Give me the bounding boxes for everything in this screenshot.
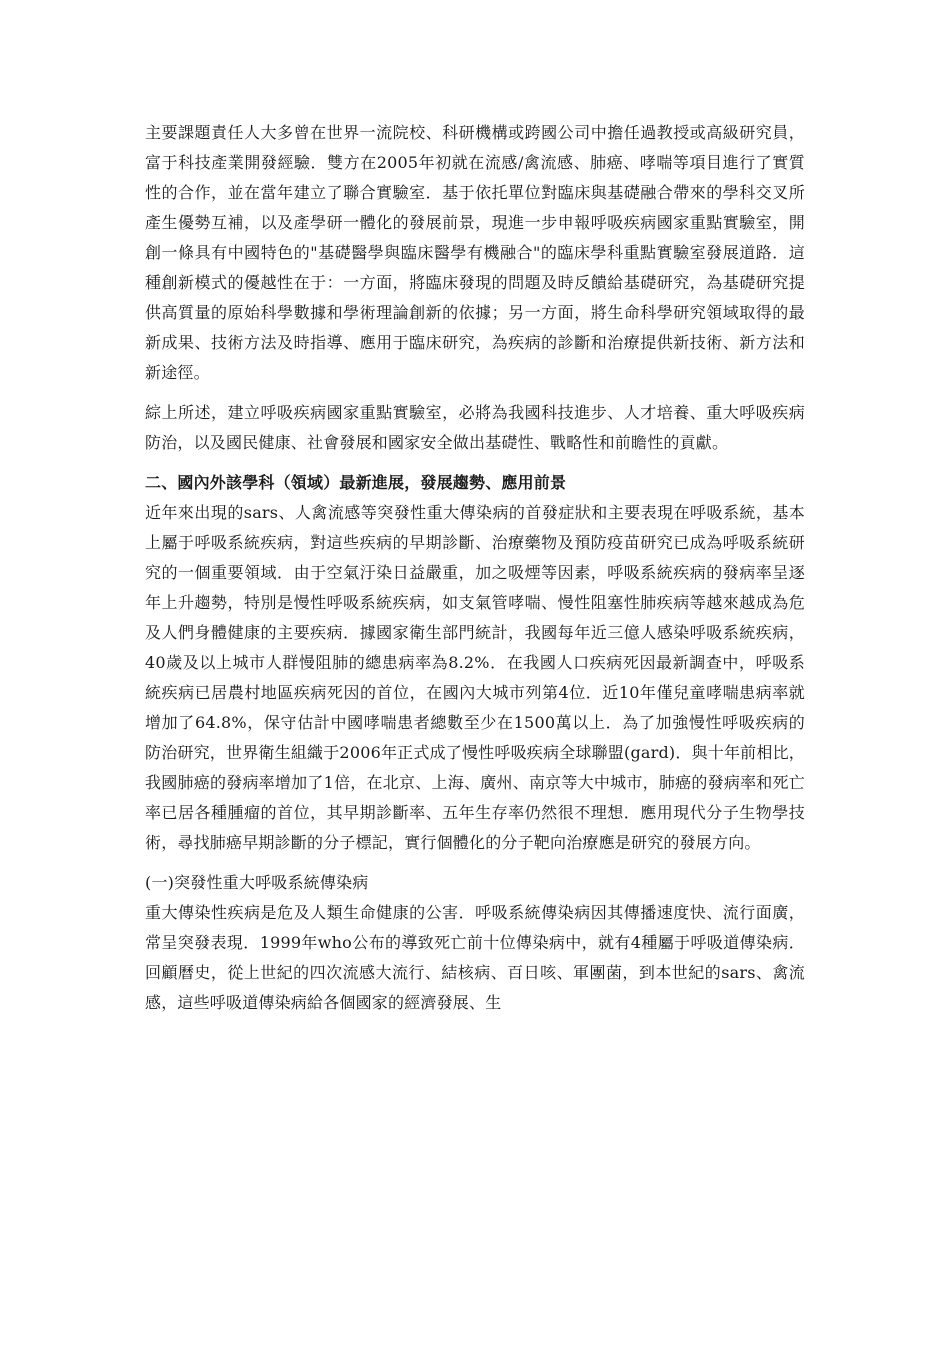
paragraph-gap [145, 858, 805, 868]
paragraph-recent-progress: 近年來出現的sars、人禽流感等突發性重大傳染病的首發症狀和主要表現在呼吸系統，基本上屬于呼吸系統疾病，對這些疾病的早期診斷、治療藥物及預防疫苗研究已成為呼吸系統研究的一個重要領域．由于空氣汙染日益嚴重，加之吸煙等因素，呼吸系統疾病的發病率呈逐年上升趨勢，特別是慢性呼吸系統疾病，如支氣管哮喘、慢性阻塞性肺疾病等越來越成為危及人們身體健康的主要疾病．據國家衛生部門統計，我國每年近三億人感染呼吸系統疾病，40歲及以上城市人群慢阻肺的總患病率為8.2%．在我國人口疾病死因最新調查中，呼吸系統疾病已居農村地區疾病死因的首位，在國內大城市列第4位．近10年僅兒童哮喘患病率就增加了64.8%，保守估計中國哮喘患者總數至少在1500萬以上．為了加強慢性呼吸疾病的防治研究，世界衛生組織于2006年正式成了慢性呼吸疾病全球聯盟(gard)．與十年前相比，我國肺癌的發病率增加了1倍，在北京、上海、廣州、南京等大中城市，肺癌的發病率和死亡率已居各種腫瘤的首位，其早期診斷率、五年生存率仍然很不理想．應用現代分子生物學技術，尋找肺癌早期診斷的分子標記，實行個體化的分子靶向治療應是研究的發展方向。 [145, 503, 805, 852]
section-heading: 二、國內外該學科（領域）最新進展，發展趨勢、應用前景 [145, 473, 567, 492]
paragraph-infectious-disease: 重大傳染性疾病是危及人類生命健康的公害．呼吸系統傳染病因其傳播速度快、流行面廣，常呈突發表現．1999年who公布的導致死亡前十位傳染病中，就有4種屬于呼吸道傳染病．回顧曆史，從上世紀的四次流感大流行、結核病、百日咳、軍團菌，到本世紀的sars、禽流感，這些呼吸道傳染病給各個國家的經濟發展、生 [145, 903, 805, 1012]
paragraph-gap [145, 458, 805, 468]
paragraph-gap [145, 388, 805, 398]
document-body [145, 118, 805, 1018]
subsection-heading: (一)突發性重大呼吸系統傳染病 [145, 873, 369, 892]
paragraph-research-team: 主要課題責任人大多曾在世界一流院校、科研機構或跨國公司中擔任過教授或高級研究員，富于科技產業開發經驗．雙方在2005年初就在流感/禽流感、肺癌、哮喘等項目進行了實質性的合作，並在當年建立了聯合實驗室．基于依托單位對臨床與基礎融合帶來的學科交叉所產生優勢互補，以及產學研一體化的發展前景，現進一步申報呼吸疾病國家重點實驗室，開創一條具有中國特色的"基礎醫學與臨床醫學有機融合"的臨床學科重點實驗室發展道路．這種創新模式的優越性在于：一方面，將臨床發現的問題及時反饋給基礎研究，為基礎研究提供高質量的原始科學數據和學術理論創新的依據；另一方面，將生命科學研究領域取得的最新成果、技術方法及時指導、應用于臨床研究，為疾病的診斷和治療提供新技術、新方法和新途徑。 [145, 123, 805, 382]
paragraph-summary: 綜上所述，建立呼吸疾病國家重點實驗室，必將為我國科技進步、人才培養、重大呼吸疾病防治，以及國民健康、社會發展和國家安全做出基礎性、戰略性和前瞻性的貢獻。 [145, 403, 805, 452]
